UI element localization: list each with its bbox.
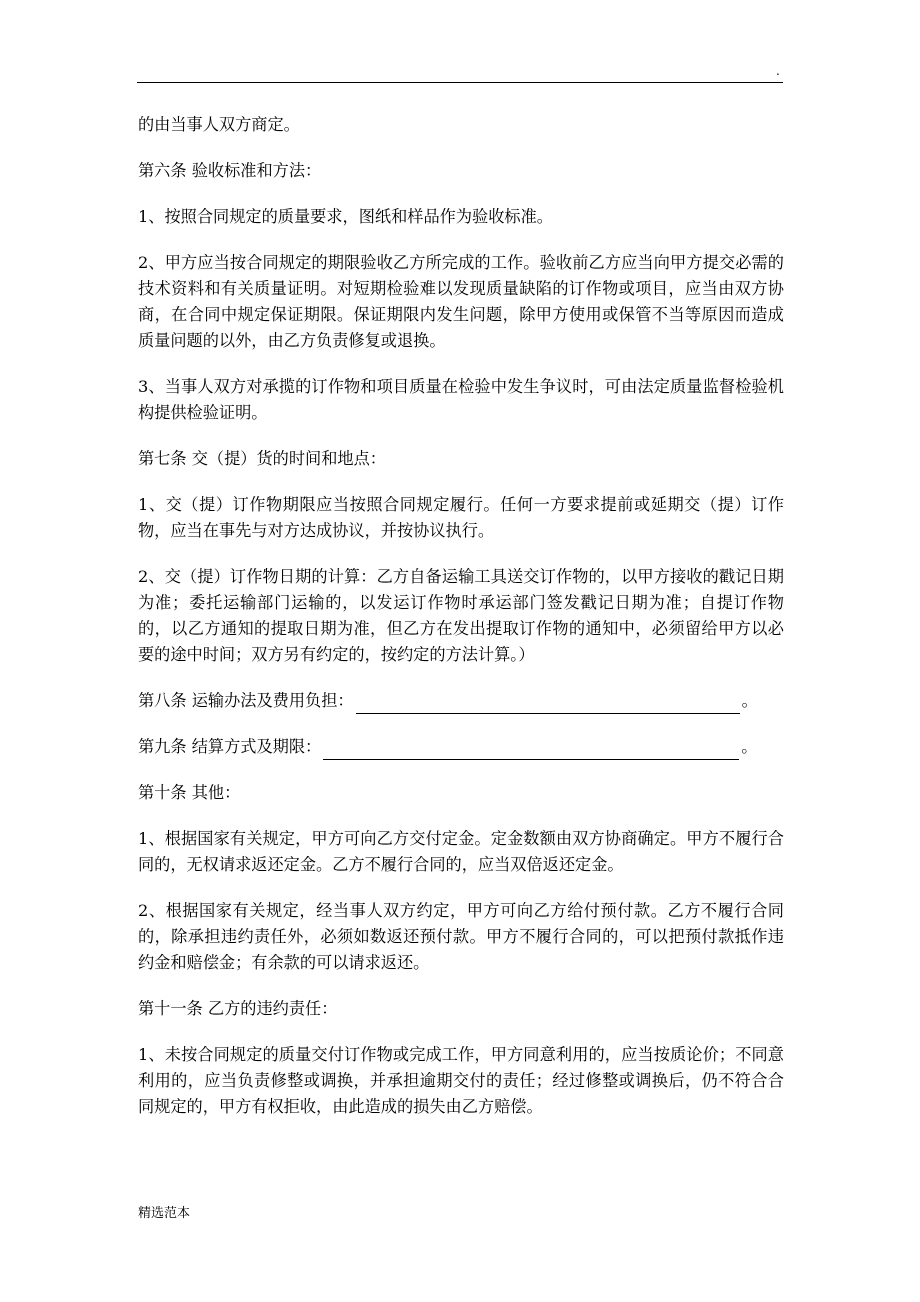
- paragraph: 2、根据国家有关规定，经当事人双方约定，甲方可向乙方给付预付款。乙方不履行合同的，除承担违约责任外，必须如数返还预付款。甲方不履行合同的，可以把预付款抵作违约金和赔偿金；有余款的可以请求返还。: [138, 901, 784, 972]
- paragraph: 2、交（提）订作物日期的计算：乙方自备运输工具送交订作物的，以甲方接收的戳记日期为准；委托运输部门运输的，以发运订作物时承运部门签发戳记日期为准；自提订作物的，以乙方通知的提取日期为准，但乙方在发出提取订作物的通知中，必须留给甲方以必要的途中时间；双方另有约定的，按约定的方法计算。）: [138, 567, 784, 664]
- paragraph: 2、甲方应当按合同规定的期限验收乙方所完成的工作。验收前乙方应当向甲方提交必需的技术资料和有关质量证明。对短期检验难以发现质量缺陷的订作物或项目，应当由双方协商，在合同中规定保证期限。保证期限内发生问题，除甲方使用或保管不当等原因而造成质量问题的以外，由乙方负责修复或退换。: [138, 253, 784, 350]
- clause-end: 。: [741, 691, 758, 710]
- section-heading-6: 第六条 验收标准和方法：: [138, 161, 322, 180]
- paragraph: 1、未按合同规定的质量交付订作物或完成工作，甲方同意利用的，应当按质论价；不同意利用的，应当负责修整或调换，并承担逾期交付的责任；经过修整或调换后，仍不符合合同规定的，甲方有权拒收，由此造成的损失由乙方赔偿。: [138, 1045, 784, 1116]
- paragraph: 1、根据国家有关规定，甲方可向乙方交付定金。定金数额由双方协商确定。甲方不履行合同的，无权请求返还定金。乙方不履行合同的，应当双倍返还定金。: [138, 829, 784, 874]
- clause-label: 第八条 运输办法及费用负担：: [138, 691, 354, 710]
- header-rule: [137, 82, 783, 83]
- section-heading-7: 第七条 交（提）货的时间和地点：: [138, 449, 386, 468]
- clause-transport: [138, 688, 784, 714]
- clause-end: 。: [741, 737, 758, 756]
- fill-in-blank[interactable]: [323, 741, 739, 760]
- document-body: [138, 112, 784, 1140]
- paragraph: 3、当事人双方对承揽的订作物和项目质量在检验中发生争议时，可由法定质量监督检验机构提供检验证明。: [138, 377, 784, 422]
- paragraph: 的由当事人双方商定。: [138, 115, 300, 134]
- paragraph: 1、交（提）订作物期限应当按照合同规定履行。任何一方要求提前或延期交（提）订作物，应当在事先与对方达成协议，并按协议执行。: [138, 495, 784, 540]
- section-heading-10: 第十条 其他：: [138, 783, 241, 802]
- paragraph: 1、按照合同规定的质量要求，图纸和样品作为验收标准。: [138, 207, 553, 226]
- clause-settlement: [138, 734, 784, 760]
- header-mark: .: [776, 64, 780, 78]
- clause-label: 第九条 结算方式及期限：: [138, 737, 322, 756]
- footer-text: 精选范本: [138, 1206, 191, 1221]
- fill-in-blank[interactable]: [356, 695, 740, 714]
- section-heading-11: 第十一条 乙方的违约责任：: [138, 999, 338, 1018]
